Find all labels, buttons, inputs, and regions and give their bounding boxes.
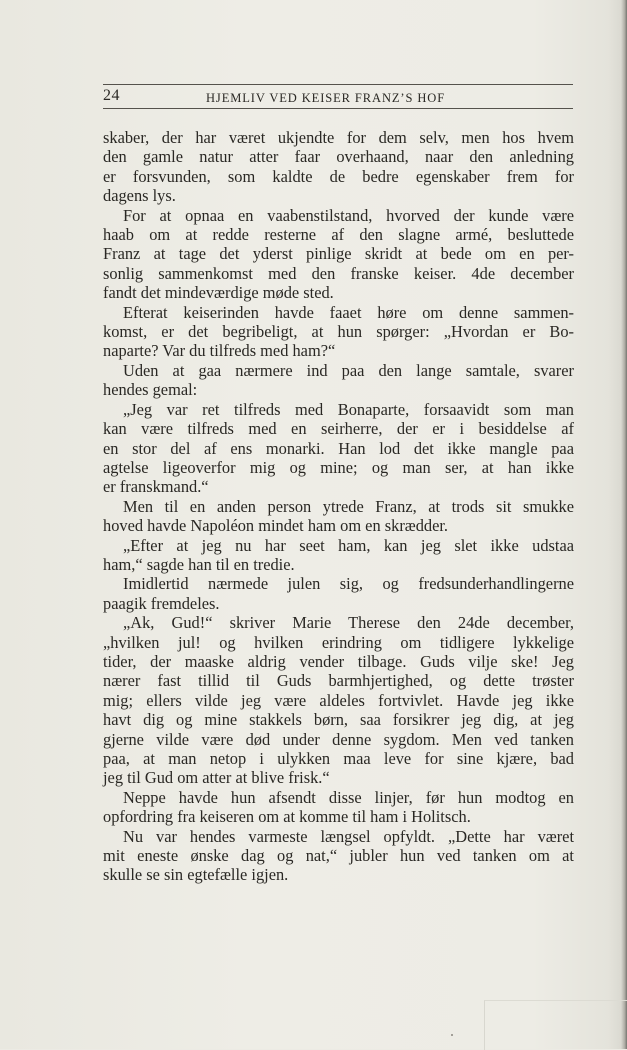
page-corner-mark: [484, 1000, 627, 1050]
text-line: dagens lys.: [103, 186, 176, 206]
text-line: For at opnaa en vaabenstilstand, hvorved der kunde være: [123, 205, 574, 225]
text-line: paa, at man netop i ulykken maa leve for sine kjære, bad: [103, 749, 574, 768]
running-title: HJEMLIV VED KEISER FRANZ’S HOF: [206, 91, 446, 105]
text-line: komst, er det begribeligt, at hun spørger: „Hvordan er Bo-: [103, 322, 574, 342]
page-number: 24: [103, 87, 120, 104]
text-line: havt dig og mine stakkels børn, saa forsikrer jeg dig, at jeg: [103, 710, 574, 730]
text-line: skaber, der har været ukjendte for dem selv, men hos hvem: [103, 128, 574, 147]
body-text: [103, 128, 574, 885]
text-line: opfordring fra keiseren om at komme til ham i Holitsch.: [103, 807, 471, 827]
text-line: hoved havde Napoléon mindet ham om en skrædder.: [103, 516, 449, 536]
text-line: Uden at gaa nærmere ind paa den lange samtale, svarer: [123, 360, 574, 380]
text-line: „hvilken jul! og hvilken erindring om tidligere lykkelige: [103, 632, 574, 652]
header-rule-top: [103, 84, 573, 85]
text-line: skulle se sin egtefælle igjen.: [103, 865, 289, 885]
text-line: er franskmand.“: [103, 477, 209, 497]
text-line: en stor del af ens monarki. Han lod det ikke mangle paa: [103, 438, 574, 458]
text-line: den gamle natur atter faar overhaand, naar den anledning: [103, 147, 574, 167]
text-line: hendes gemal:: [103, 380, 198, 400]
text-line: Men til en anden person ytrede Franz, at trods sit smukke: [123, 496, 574, 516]
text-line: agtelse ligeoverfor mig og mine; og man ser, at han ikke: [103, 457, 574, 477]
text-line: „Jeg var ret tilfreds med Bonaparte, forsaavidt som man: [123, 399, 574, 419]
text-line: nærer fast tillid til Guds barmhjertighed, og dette trøster: [103, 671, 574, 691]
text-line: ham,“ sagde han til en tredie.: [103, 554, 295, 574]
text-line: Franz at tage det yderst pinlige skridt at bede om en per-: [103, 244, 574, 264]
page-header: [103, 84, 573, 110]
text-line: fandt det mindeværdige møde sted.: [103, 283, 334, 303]
text-line: Efterat keiserinden havde faaet høre om denne sammen-: [123, 302, 574, 322]
text-line: er forsvunden, som kaldte de bedre egenskaber frem for: [103, 166, 574, 186]
text-line: naparte? Var du tilfreds med ham?“: [103, 341, 336, 361]
text-line: haab om at redde resterne af den slagne armé, besluttede: [103, 225, 574, 245]
text-line: kan være tilfreds med en seirherre, der er i besiddelse af: [103, 419, 574, 439]
text-line: jeg til Gud om atter at blive frisk.“: [103, 768, 330, 788]
text-line: Nu var hendes varmeste længsel opfyldt. „Dette har været: [123, 826, 574, 846]
text-line: tider, der maaske aldrig vender tilbage. Guds vilje ske! Jeg: [103, 651, 574, 671]
text-line: gjerne vilde være død under denne sygdom. Men ved tanken: [103, 729, 574, 749]
text-line: mit eneste ønske dag og nat,“ jubler hun ved tanken om at: [103, 846, 574, 866]
text-line: paagik fremdeles.: [103, 593, 220, 613]
text-line: Imidlertid nærmede julen sig, og fredsunderhandlingerne: [123, 574, 574, 594]
text-line: „Ak, Gud!“ skriver Marie Therese den 24de december,: [123, 613, 574, 633]
page-edge-shadow: [621, 0, 627, 1049]
text-line: „Efter at jeg nu har seet ham, kan jeg slet ikke udstaa: [123, 535, 574, 555]
text-line: mig; ellers vilde jeg være aldeles fortvivlet. Havde jeg ikke: [103, 690, 574, 710]
text-line: Neppe havde hun afsendt disse linjer, før hun modtog en: [123, 787, 574, 807]
page-speck: [451, 1034, 453, 1036]
header-rule-bottom: [103, 108, 573, 109]
text-line: sonlig sammenkomst med den franske keiser. 4de december: [103, 263, 574, 283]
